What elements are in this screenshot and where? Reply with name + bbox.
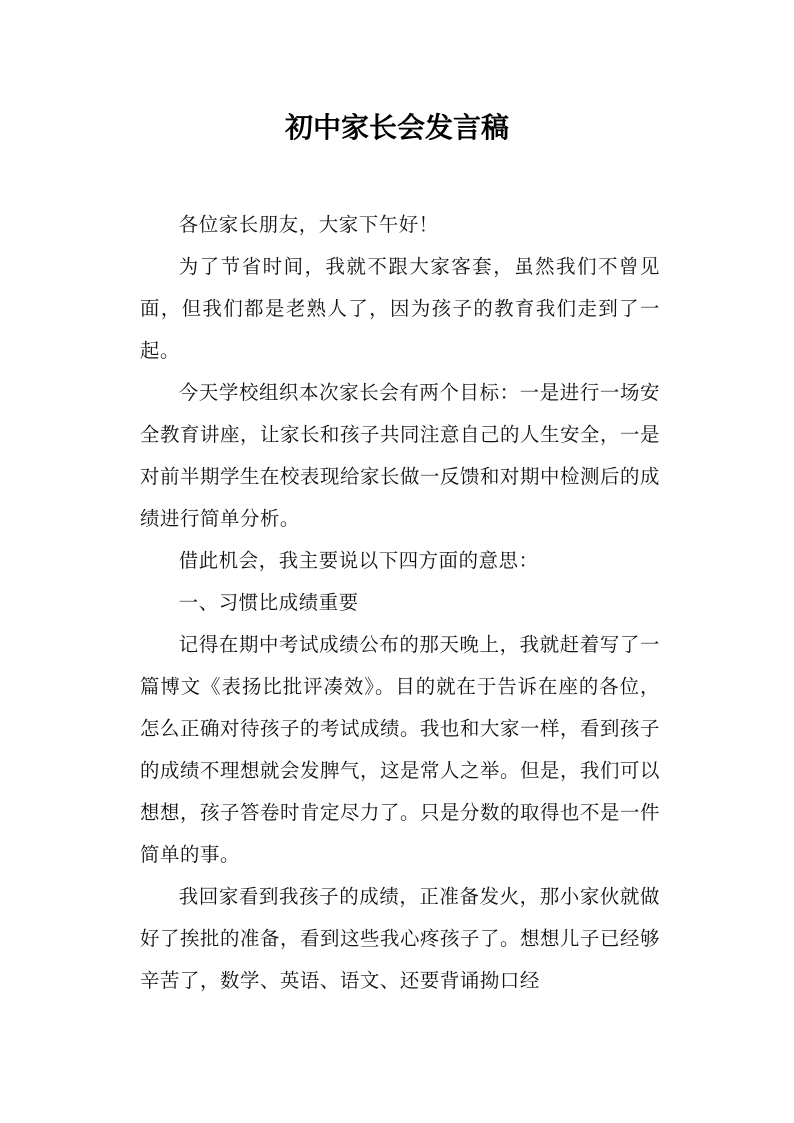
document-body	[140, 204, 660, 1002]
paragraph-exam-results: 记得在期中考试成绩公布的那天晚上，我就赶着写了一篇博文《表扬比批评凑效》。目的就在于告诉在座的各位，怎么正确对待孩子的考试成绩。我也和大家一样，看到孩子的成绩不理想就会发脾气，这是常人之举。但是，我们可以想想，孩子答卷时肯定尽力了。只是分数的取得也不是一件简单的事。	[140, 633, 660, 866]
paragraph-outline: 借此机会，我主要说以下四方面的意思：	[178, 549, 539, 572]
section-heading-habits: 一、习惯比成绩重要	[178, 591, 359, 614]
document-title: 初中家长会发言稿	[284, 111, 509, 144]
paragraph-goals: 今天学校组织本次家长会有两个目标：一是进行一场安全教育讲座，让家长和孩子共同注意自己的人生安全，一是对前半期学生在校表现给家长做一反馈和对期中检测后的成绩进行简单分析。	[140, 381, 660, 530]
paragraph-greeting: 各位家长朋友，大家下午好！	[178, 213, 439, 236]
paragraph-personal-story: 我回家看到我孩子的成绩，正准备发火，那小家伙就做好了挨批的准备，看到这些我心疼孩子了。想想儿子已经够辛苦了，数学、英语、语文、还要背诵拗口经	[140, 885, 660, 992]
paragraph-opening: 为了节省时间，我就不跟大家客套，虽然我们不曾见面，但我们都是老熟人了，因为孩子的教育我们走到了一起。	[140, 255, 660, 362]
